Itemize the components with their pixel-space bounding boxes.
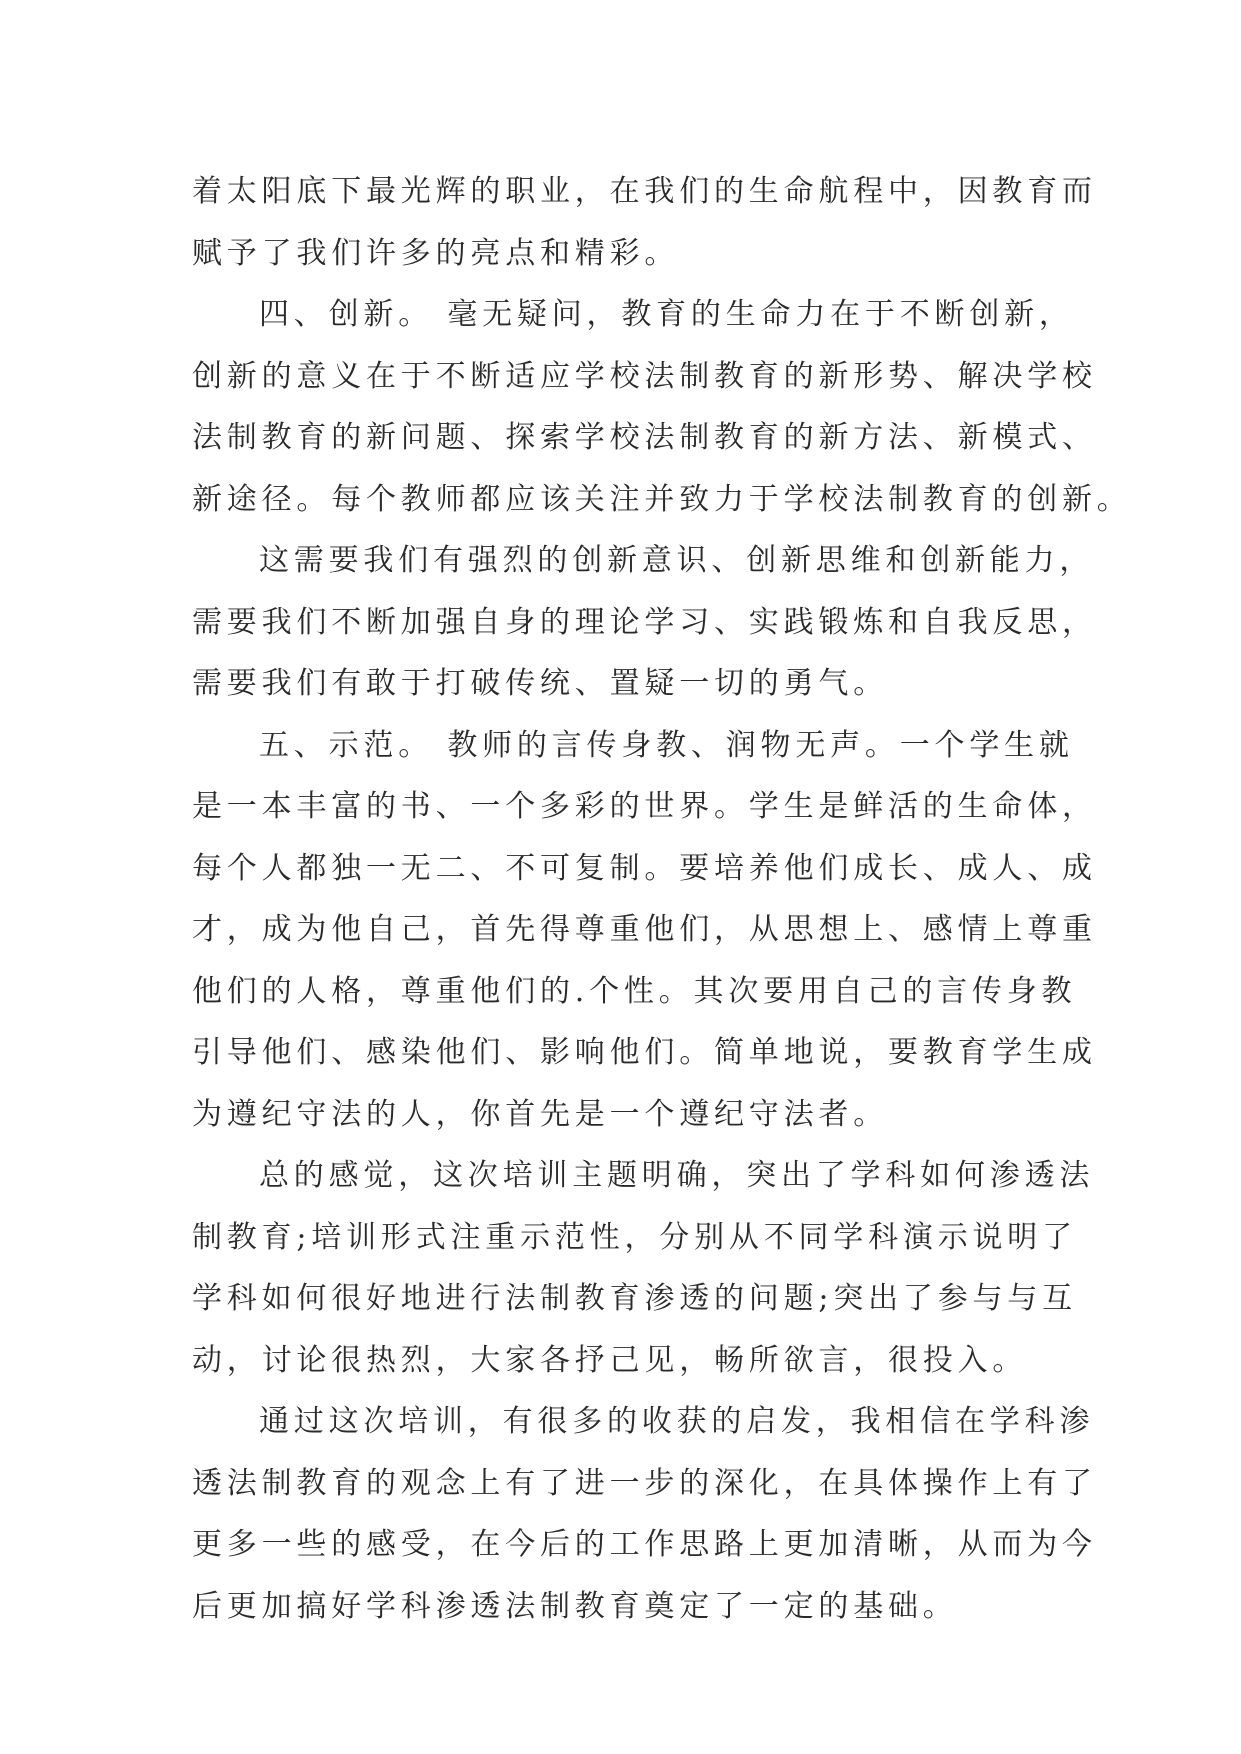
paragraph-start-line: 这需要我们有强烈的创新意识、创新思维和创新能力， xyxy=(259,543,1095,578)
text-line: 创新的意义在于不断适应学校法制教育的新形势、解决学校 xyxy=(192,358,1097,394)
paragraph-start-line: 通过这次培训，有很多的收获的启发，我相信在学科渗 xyxy=(259,1404,1095,1439)
text-line: 透法制教育的观念上有了进一步的深化，在具体操作上有了 xyxy=(192,1465,1097,1501)
text-line: 他们的人格，尊重他们的.个性。其次要用自己的言传身教 xyxy=(192,973,1077,1009)
text-line: 动，讨论很热烈，大家各抒己见，畅所欲言，很投入。 xyxy=(192,1342,1028,1378)
text-line: 才，成为他自己，首先得尊重他们，从思想上、感情上尊重 xyxy=(192,912,1097,947)
text-line: 更多一些的感受，在今后的工作思路上更加清晰，从而为今 xyxy=(192,1527,1097,1562)
text-line: 需要我们有敢于打破传统、置疑一切的勇气。 xyxy=(192,666,888,701)
text-line: 法制教育的新问题、探索学校法制教育的新方法、新模式、 xyxy=(192,420,1097,455)
text-line: 新途径。每个教师都应该关注并致力于学校法制教育的创新。 xyxy=(192,481,1132,517)
paragraph-start-line: 四、创新。 毫无疑问，教育的生命力在于不断创新， xyxy=(259,297,1074,332)
text-line: 引导他们、感染他们、影响他们。简单地说，要教育学生成 xyxy=(192,1035,1097,1070)
text-line: 后更加搞好学科渗透法制教育奠定了一定的基础。 xyxy=(192,1588,958,1624)
text-line: 需要我们不断加强自身的理论学习、实践锻炼和自我反思， xyxy=(192,604,1097,640)
paragraph-start-line: 五、示范。 教师的言传身教、润物无声。一个学生就 xyxy=(259,727,1074,763)
text-line: 为遵纪守法的人，你首先是一个遵纪守法者。 xyxy=(192,1096,888,1132)
text-line: 赋予了我们许多的亮点和精彩。 xyxy=(192,235,680,271)
text-line: 是一本丰富的书、一个多彩的世界。学生是鲜活的生命体， xyxy=(192,789,1097,824)
text-line: 每个人都独一无二、不可复制。要培养他们成长、成人、成 xyxy=(192,850,1097,886)
text-line: 学科如何很好地进行法制教育渗透的问题;突出了参与与互 xyxy=(192,1281,1077,1316)
document-body xyxy=(192,161,1132,1637)
text-line: 着太阳底下最光辉的职业，在我们的生命航程中，因教育而 xyxy=(192,174,1097,209)
paragraph-start-line: 总的感觉，这次培训主题明确，突出了学科如何渗透法 xyxy=(259,1158,1095,1193)
text-line: 制教育;培训形式注重示范性，分别从不同学科演示说明了 xyxy=(192,1219,1077,1255)
